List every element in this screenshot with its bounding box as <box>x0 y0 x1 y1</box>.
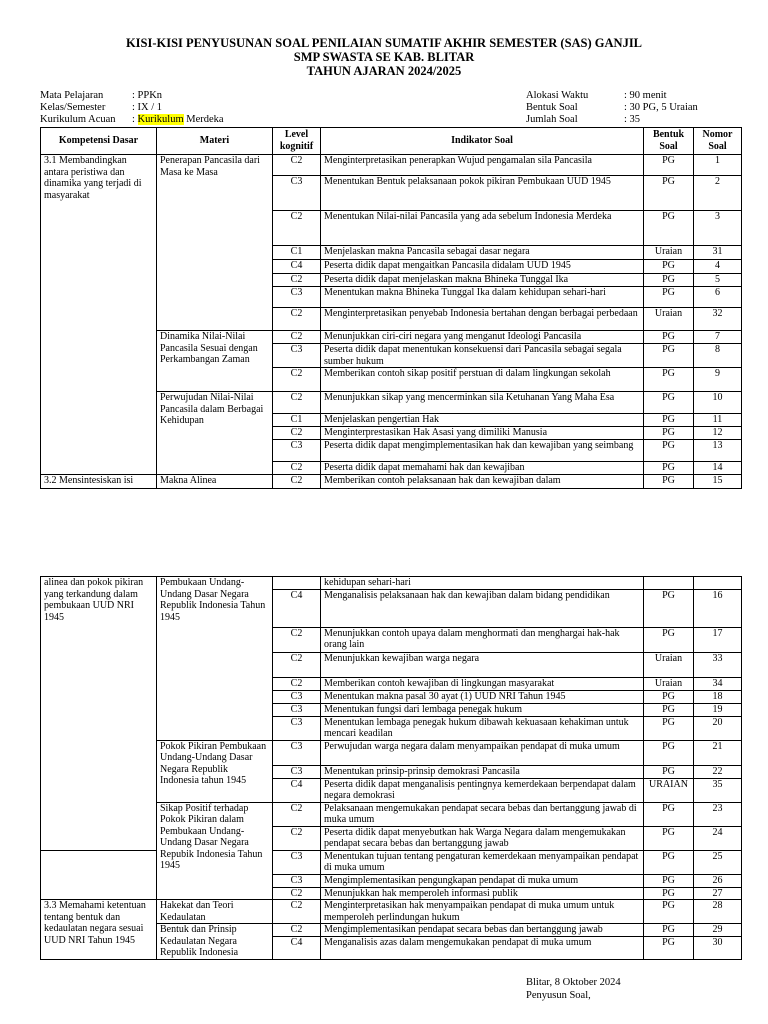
bentuk-cell: PG <box>644 475 694 489</box>
kelas-value: : IX / 1 <box>132 102 163 113</box>
indikator-cell: Peserta didik dapat mengimplementasikan hak dan kewajiban yang seimbang <box>321 440 644 462</box>
bentuk-cell: PG <box>644 331 694 344</box>
level-cell: C3 <box>273 176 321 211</box>
bentuk-cell: PG <box>644 887 694 900</box>
indikator-cell: Menginterpretasikan penerapkan Wujud pengamalan sila Pancasila <box>321 155 644 176</box>
nomor-cell: 33 <box>694 652 742 677</box>
indikator-cell: Peserta didik dapat menyebutkan hak Warga Negara dalam mengemukakan pendapat secara bebas dan bertanggung jawab <box>321 826 644 850</box>
col-bentuk: Bentuk Soal <box>644 128 694 155</box>
level-cell: C4 <box>273 589 321 627</box>
level-cell: C3 <box>273 440 321 462</box>
level-cell: C4 <box>273 937 321 959</box>
indikator-cell: Menentukan lembaga penegak hukum dibawah kekuasaan kehakiman untuk mencari keadilan <box>321 716 644 740</box>
nomor-cell: 5 <box>694 274 742 287</box>
materi-cell: Penerapan Pancasila dari Masa ke Masa <box>157 155 273 331</box>
bentuk-cell: PG <box>644 850 694 874</box>
col-nomor: Nomor Soal <box>694 128 742 155</box>
nomor-cell: 24 <box>694 826 742 850</box>
level-cell: C1 <box>273 246 321 260</box>
nomor-cell: 1 <box>694 155 742 176</box>
materi-cell: Sikap Positif terhadap Pokok Pikiran dalam Pembukaan Undang-Undang Dasar Negara Repubik Indonesia Tahun 1945 <box>157 802 273 900</box>
level-cell: C3 <box>273 765 321 778</box>
level-cell: C2 <box>273 155 321 176</box>
level-cell: C3 <box>273 703 321 716</box>
col-indikator: Indikator Soal <box>321 128 644 155</box>
level-cell: C2 <box>273 392 321 414</box>
col-level: Level kognitif <box>273 128 321 155</box>
nomor-cell: 34 <box>694 677 742 690</box>
indikator-cell: Menjelaskan pengertian Hak <box>321 414 644 427</box>
indikator-cell: Menunjukkan hak memperoleh informasi publik <box>321 887 644 900</box>
table-row <box>41 475 742 489</box>
indikator-cell: kehidupan sehari-hari <box>321 577 644 590</box>
indikator-cell: Menganalisis pelaksanaan hak dan kewajiban dalam bidang pendidikan <box>321 589 644 627</box>
materi-cell: Bentuk dan Prinsip Kedaulatan Negara Republik Indonesia <box>157 924 273 960</box>
indikator-cell: Memberikan contoh pelaksanaan hak dan kewajiban dalam <box>321 475 644 489</box>
nomor-cell: 17 <box>694 627 742 652</box>
bentuk-cell: PG <box>644 826 694 850</box>
nomor-cell: 25 <box>694 850 742 874</box>
indikator-cell: Menentukan fungsi dari lembaga penegak hukum <box>321 703 644 716</box>
nomor-cell <box>694 577 742 590</box>
kurikulum-highlight: Kurikulum <box>137 114 184 125</box>
indikator-cell: Menentukan Nilai-nilai Pancasila yang ada sebelum Indonesia Merdeka <box>321 211 644 246</box>
bentuk-cell: PG <box>644 344 694 368</box>
indikator-cell: Menginterprestasikan Hak Asasi yang dimiliki Manusia <box>321 427 644 440</box>
kd-cell: 3.3 Memahami ketentuan tentang bentuk dan kedaulatan negara sesuai UUD NRI Tahun 1945 <box>41 900 157 960</box>
level-cell: C3 <box>273 716 321 740</box>
nomor-cell: 30 <box>694 937 742 959</box>
nomor-cell: 18 <box>694 690 742 703</box>
bentuk-cell: PG <box>644 765 694 778</box>
info-jumlah <box>526 114 640 126</box>
nomor-cell: 26 <box>694 874 742 887</box>
nomor-cell: 22 <box>694 765 742 778</box>
indikator-cell: Menginterpretasikan penyebab Indonesia bertahan dengan berbagai perbedaan <box>321 308 644 331</box>
indikator-cell: Mengimplementasikan pendapat secara bebas dan bertanggung jawab <box>321 924 644 937</box>
indikator-cell: Menentukan Bentuk pelaksanaan pokok pikiran Pembukaan UUD 1945 <box>321 176 644 211</box>
nomor-cell: 12 <box>694 427 742 440</box>
level-cell: C2 <box>273 427 321 440</box>
bentuk-cell: PG <box>644 211 694 246</box>
materi-cell: Pembukaan Undang-Undang Dasar Negara Republik Indonesia Tahun 1945 <box>157 577 273 741</box>
signature-role: Penyusun Soal, <box>526 990 591 1001</box>
kurikulum-rest: Merdeka <box>183 114 224 125</box>
kd-cell: 3.1 Membandingkan antara peristiwa dan dinamika yang terjadi di masyarakat <box>41 155 157 475</box>
level-cell: C2 <box>273 627 321 652</box>
nomor-cell: 29 <box>694 924 742 937</box>
nomor-cell: 15 <box>694 475 742 489</box>
col-materi: Materi <box>157 128 273 155</box>
level-cell: C2 <box>273 308 321 331</box>
level-cell: C3 <box>273 740 321 765</box>
bentuk-cell: PG <box>644 690 694 703</box>
bentuk-cell: PG <box>644 627 694 652</box>
doc-title: KISI-KISI PENYUSUNAN SOAL PENILAIAN SUMATIF AKHIR SEMESTER (SAS) GANJIL <box>125 36 643 50</box>
materi-cell: Perwujudan Nilai-Nilai Pancasila dalam Berbagai Kehidupan <box>157 392 273 475</box>
kurikulum-label: Kurikulum Acuan <box>40 114 116 125</box>
indikator-cell: Peserta didik dapat menjelaskan makna Bhineka Tunggal Ika <box>321 274 644 287</box>
indikator-cell: Menentukan makna pasal 30 ayat (1) UUD NRI Tahun 1945 <box>321 690 644 703</box>
indikator-cell: Peserta didik dapat menganalisis pentingnya kemerdekaan berpendapat dalam negara demokrasi <box>321 778 644 802</box>
indikator-cell: Perwujudan warga negara dalam menyampaikan pendapat di muka umum <box>321 740 644 765</box>
indikator-cell: Menentukan makna Bhineka Tunggal Ika dalam kehidupan sehari-hari <box>321 287 644 308</box>
kisi-table-page1 <box>40 127 742 489</box>
nomor-cell: 10 <box>694 392 742 414</box>
bentuk-cell: Uraian <box>644 246 694 260</box>
nomor-cell: 20 <box>694 716 742 740</box>
level-cell: C2 <box>273 475 321 489</box>
kd-cell: 3.2 Mensintesiskan isi <box>41 475 157 489</box>
level-cell: C2 <box>273 274 321 287</box>
bentuk-cell: URAIAN <box>644 778 694 802</box>
bentuk-cell: PG <box>644 368 694 392</box>
academic-year: TAHUN AJARAN 2024/2025 <box>306 64 462 78</box>
kurikulum-colon: : <box>132 114 138 125</box>
bentuk-label: Bentuk Soal <box>526 102 578 113</box>
kisi-table-page2 <box>40 576 742 960</box>
level-cell: C2 <box>273 368 321 392</box>
materi-cell: Dinamika Nilai-Nilai Pancasila Sesuai dengan Perkambangan Zaman <box>157 331 273 392</box>
indikator-cell: Memberikan contoh kewajiban di lingkungan masyarakat <box>321 677 644 690</box>
level-cell: C3 <box>273 344 321 368</box>
level-cell: C3 <box>273 850 321 874</box>
info-kurikulum <box>40 114 224 126</box>
level-cell: C2 <box>273 331 321 344</box>
nomor-cell: 31 <box>694 246 742 260</box>
nomor-cell: 23 <box>694 802 742 826</box>
indikator-cell: Pelaksanaan mengemukakan pendapat secara bebas dan bertanggung jawab di muka umum <box>321 802 644 826</box>
nomor-cell: 7 <box>694 331 742 344</box>
table-row <box>41 577 742 590</box>
info-bentuk <box>526 102 698 114</box>
bentuk-cell: PG <box>644 716 694 740</box>
level-cell: C4 <box>273 778 321 802</box>
bentuk-cell: PG <box>644 802 694 826</box>
level-cell: C3 <box>273 874 321 887</box>
level-cell: C1 <box>273 414 321 427</box>
school-name: SMP SWASTA SE KAB. BLITAR <box>293 50 475 64</box>
nomor-cell: 6 <box>694 287 742 308</box>
info-kelas <box>40 102 162 114</box>
nomor-cell: 32 <box>694 308 742 331</box>
indikator-cell: Menginterpretasikan hak menyampaikan pendapat di muka umum untuk memperoleh perlindungan hukum <box>321 900 644 924</box>
nomor-cell: 35 <box>694 778 742 802</box>
mapel-value: : PPKn <box>132 90 163 101</box>
nomor-cell: 28 <box>694 900 742 924</box>
nomor-cell: 21 <box>694 740 742 765</box>
kd-cell <box>41 850 157 900</box>
indikator-cell: Memberikan contoh sikap positif perstuan di dalam lingkungan sekolah <box>321 368 644 392</box>
indikator-cell: Menentukan tujuan tentang pengaturan kemerdekaan menyampaikan pendapat di muka umum <box>321 850 644 874</box>
info-alokasi <box>526 90 667 102</box>
level-cell: C2 <box>273 802 321 826</box>
indikator-cell: Menunjukkan ciri-ciri negara yang menganut Ideologi Pancasila <box>321 331 644 344</box>
table-row <box>41 155 742 176</box>
bentuk-cell: Uraian <box>644 652 694 677</box>
indikator-cell: Peserta didik dapat memahami hak dan kewajiban <box>321 462 644 475</box>
jumlah-value: : 35 <box>624 114 641 125</box>
nomor-cell: 4 <box>694 260 742 274</box>
bentuk-cell: PG <box>644 703 694 716</box>
indikator-cell: Menjelaskan makna Pancasila sebagai dasar negara <box>321 246 644 260</box>
kelas-label: Kelas/Semester <box>40 102 106 113</box>
level-cell: C2 <box>273 211 321 246</box>
bentuk-cell: PG <box>644 589 694 627</box>
bentuk-cell: PG <box>644 392 694 414</box>
nomor-cell: 3 <box>694 211 742 246</box>
nomor-cell: 8 <box>694 344 742 368</box>
level-cell: C2 <box>273 462 321 475</box>
bentuk-cell: PG <box>644 440 694 462</box>
indikator-cell: Menunjukkan contoh upaya dalam menghormati dan menghargai hak-hak orang lain <box>321 627 644 652</box>
bentuk-cell: PG <box>644 900 694 924</box>
bentuk-cell: PG <box>644 740 694 765</box>
alokasi-label: Alokasi Waktu <box>526 90 589 101</box>
info-mapel <box>40 90 162 102</box>
level-cell: C3 <box>273 287 321 308</box>
nomor-cell: 2 <box>694 176 742 211</box>
level-cell: C2 <box>273 900 321 924</box>
level-cell: C2 <box>273 924 321 937</box>
bentuk-cell <box>644 577 694 590</box>
kd-cell: alinea dan pokok pikiran yang terkandung dalam pembukaan UUD NRI 1945 <box>41 577 157 851</box>
level-cell: C2 <box>273 652 321 677</box>
bentuk-cell: PG <box>644 874 694 887</box>
signature-place-date: Blitar, 8 Oktober 2024 <box>526 977 621 988</box>
table-row <box>41 900 742 924</box>
bentuk-cell: Uraian <box>644 308 694 331</box>
level-cell: C2 <box>273 887 321 900</box>
jumlah-label: Jumlah Soal <box>526 114 578 125</box>
indikator-cell: Menunjukkan sikap yang mencerminkan sila Ketuhanan Yang Maha Esa <box>321 392 644 414</box>
nomor-cell: 9 <box>694 368 742 392</box>
nomor-cell: 14 <box>694 462 742 475</box>
indikator-cell: Menentukan prinsip-prinsip demokrasi Pancasila <box>321 765 644 778</box>
materi-cell: Makna Alinea <box>157 475 273 489</box>
nomor-cell: 13 <box>694 440 742 462</box>
indikator-cell: Peserta didik dapat menentukan konsekuensi dari Pancasila sebagai segala sumber hukum <box>321 344 644 368</box>
bentuk-cell: PG <box>644 937 694 959</box>
nomor-cell: 19 <box>694 703 742 716</box>
level-cell: C3 <box>273 690 321 703</box>
bentuk-cell: Uraian <box>644 677 694 690</box>
bentuk-value: : 30 PG, 5 Uraian <box>624 102 698 113</box>
bentuk-cell: PG <box>644 260 694 274</box>
table-row <box>41 850 742 874</box>
indikator-cell: Peserta didik dapat mengaitkan Pancasila didalam UUD 1945 <box>321 260 644 274</box>
table-header-row <box>41 128 742 155</box>
materi-cell: Hakekat dan Teori Kedaulatan <box>157 900 273 924</box>
level-cell: C2 <box>273 677 321 690</box>
col-kd: Kompetensi Dasar <box>41 128 157 155</box>
alokasi-value: : 90 menit <box>624 90 667 101</box>
indikator-cell: Mengimplementasikan pengungkapan pendapat di muka umum <box>321 874 644 887</box>
level-cell <box>273 577 321 590</box>
level-cell: C2 <box>273 826 321 850</box>
indikator-cell: Menunjukkan kewajiban warga negara <box>321 652 644 677</box>
bentuk-cell: PG <box>644 287 694 308</box>
bentuk-cell: PG <box>644 155 694 176</box>
nomor-cell: 11 <box>694 414 742 427</box>
nomor-cell: 27 <box>694 887 742 900</box>
bentuk-cell: PG <box>644 462 694 475</box>
level-cell: C4 <box>273 260 321 274</box>
bentuk-cell: PG <box>644 176 694 211</box>
bentuk-cell: PG <box>644 414 694 427</box>
materi-cell: Pokok Pikiran Pembukaan Undang-Undang Dasar Negara Republik Indonesia tahun 1945 <box>157 740 273 802</box>
indikator-cell: Menganalisis azas dalam mengemukakan pendapat di muka umum <box>321 937 644 959</box>
mapel-label: Mata Pelajaran <box>40 90 104 101</box>
nomor-cell: 16 <box>694 589 742 627</box>
bentuk-cell: PG <box>644 924 694 937</box>
bentuk-cell: PG <box>644 427 694 440</box>
bentuk-cell: PG <box>644 274 694 287</box>
